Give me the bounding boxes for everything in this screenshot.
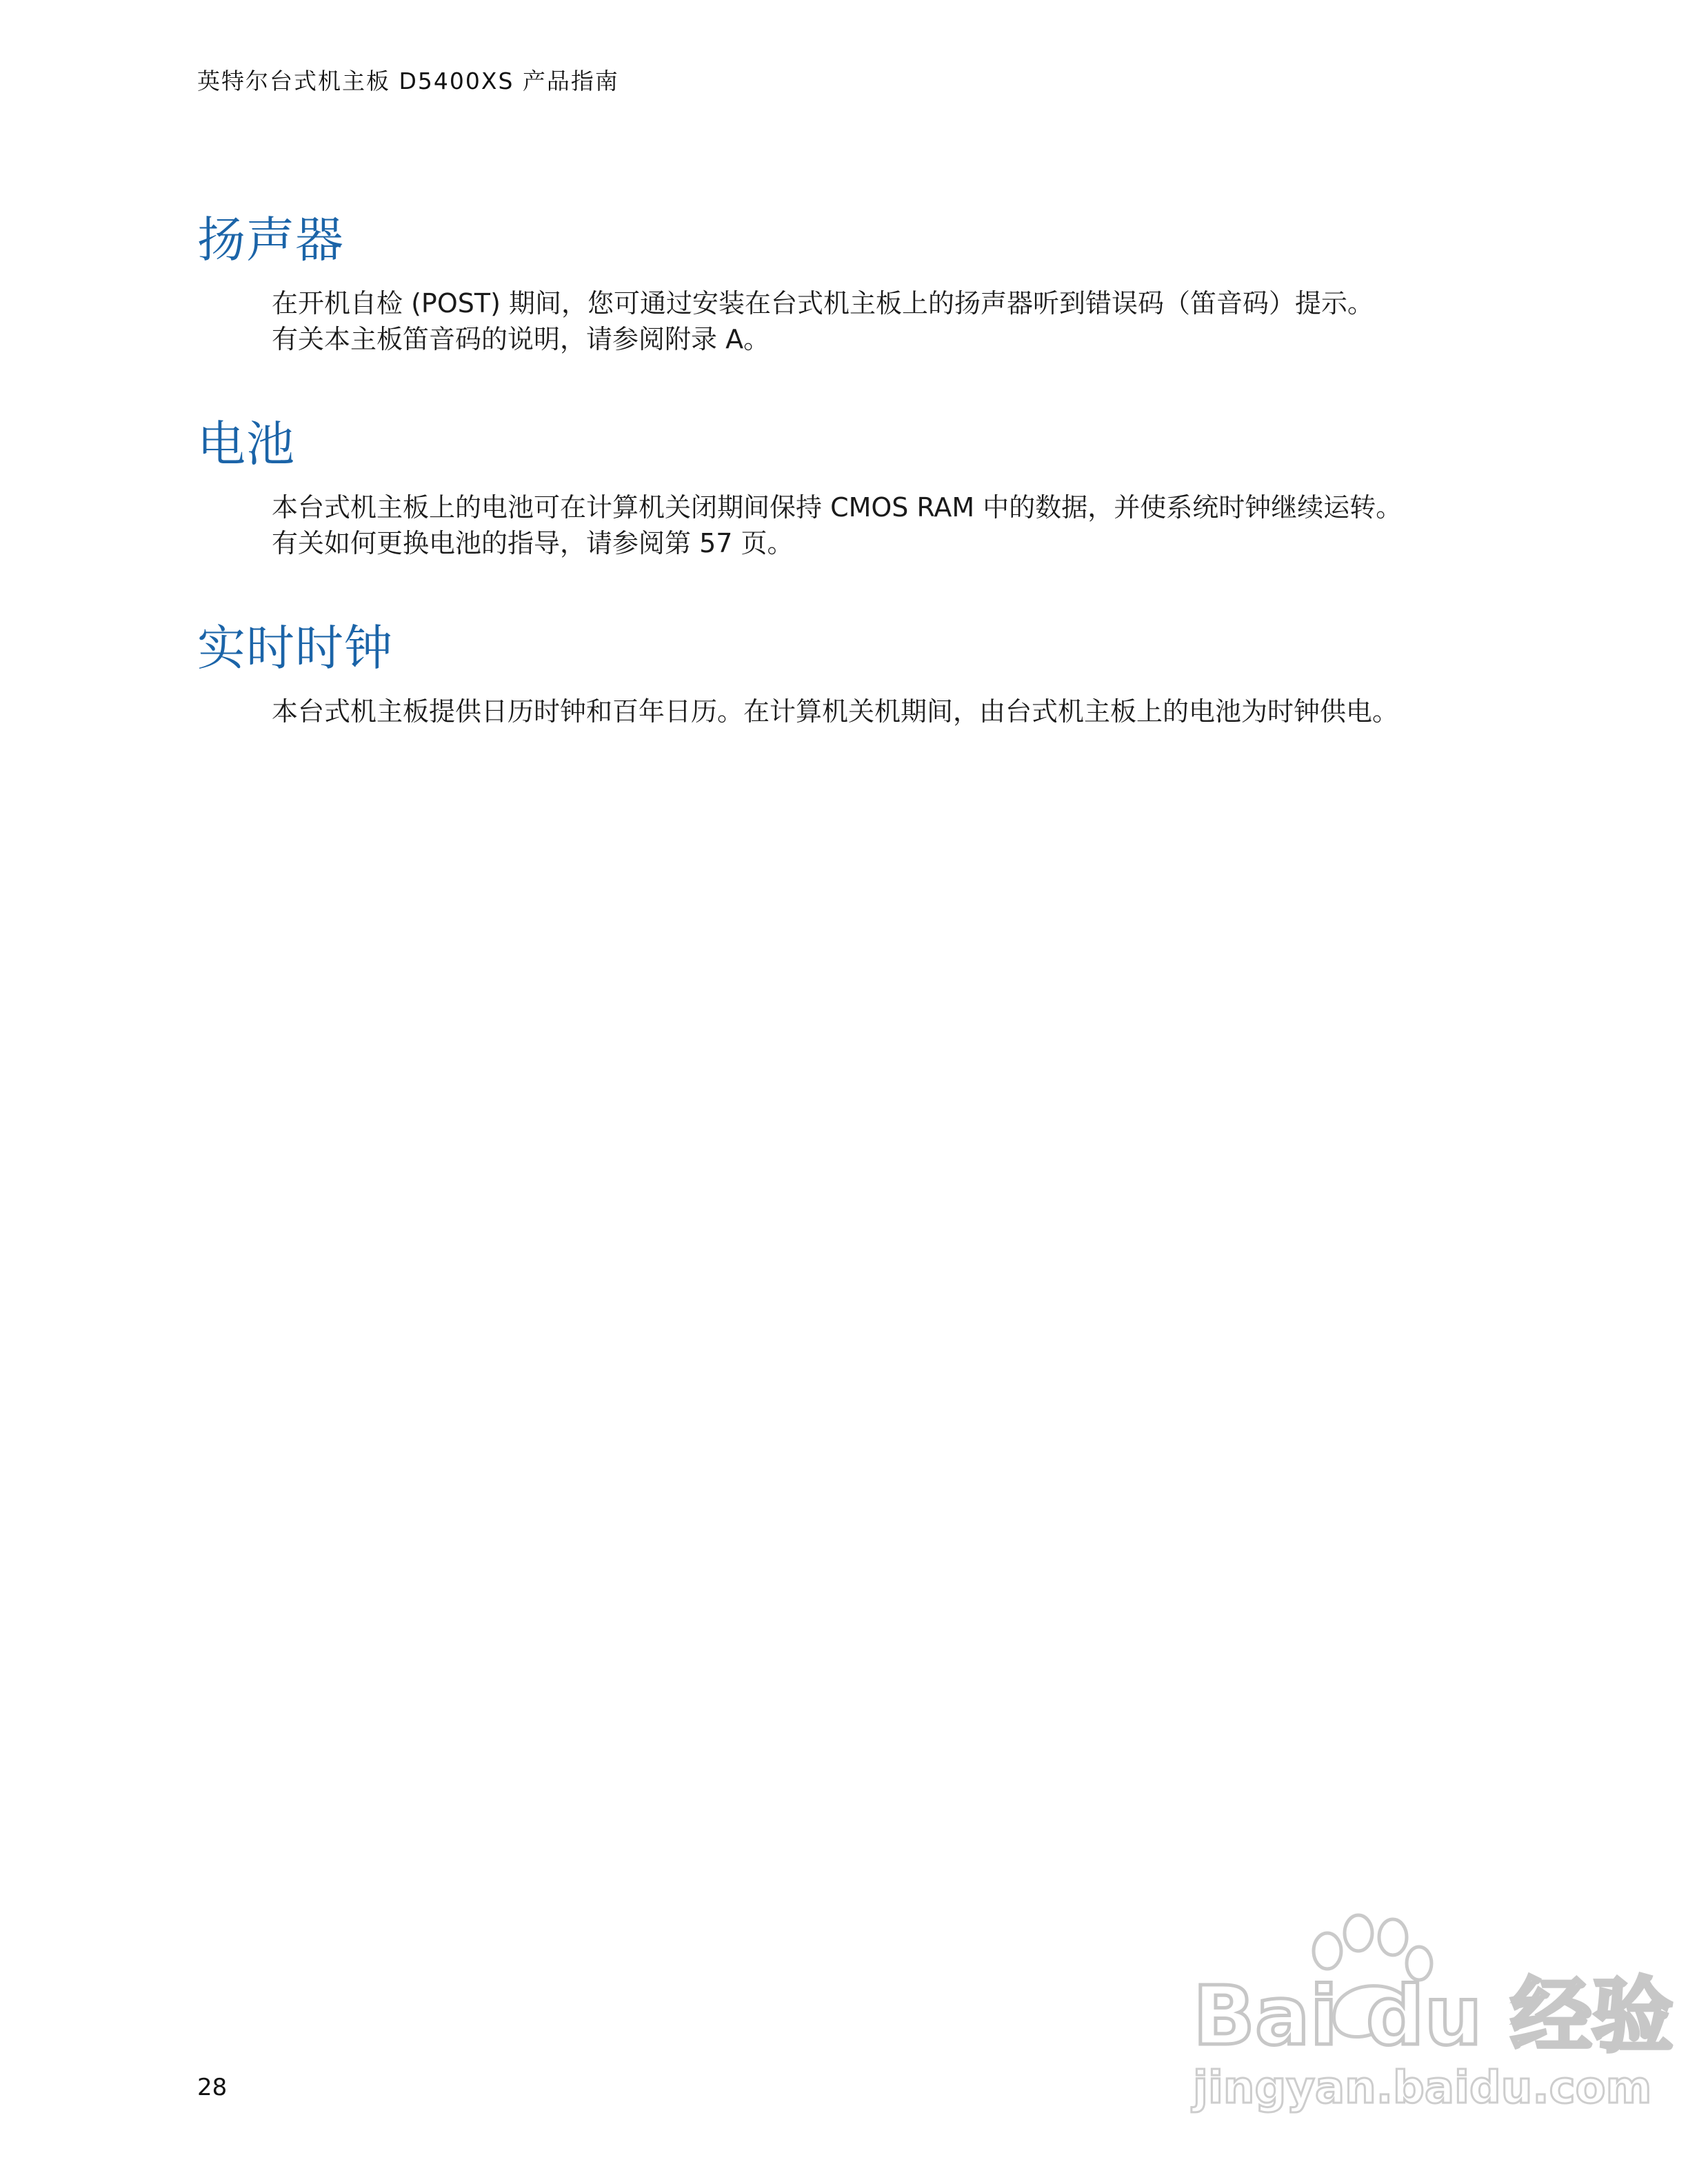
section-body-battery <box>272 489 1402 561</box>
baidu-jingyan-watermark <box>1186 1910 1674 2116</box>
paragraph-line: 有关如何更换电池的指导，请参阅第 57 页。 <box>272 528 794 558</box>
section-heading-realtime-clock: 实时时钟 <box>197 620 393 676</box>
section-body-speaker <box>272 285 1374 357</box>
page-number: 28 <box>197 2074 228 2101</box>
section-heading-speaker: 扬声器 <box>197 212 344 268</box>
watermark-url: jingyan.baidu.com <box>1193 2063 1652 2114</box>
paragraph-line: 有关本主板笛音码的说明，请参阅附录 A。 <box>272 324 770 354</box>
watermark-brand: Bai du 经验 <box>1193 1968 1674 2063</box>
paragraph-line: 本台式机主板提供日历时钟和百年日历。在计算机关机期间，由台式机主板上的电池为时钟供电。 <box>272 696 1399 727</box>
section-body-realtime-clock <box>272 694 1398 729</box>
paragraph-line: 在开机自检 (POST) 期间，您可通过安装在台式机主板上的扬声器听到错误码（笛音码）提示。 <box>272 288 1374 318</box>
paragraph-line: 本台式机主板上的电池可在计算机关闭期间保持 CMOS RAM 中的数据，并使系统时钟继续运转。 <box>272 492 1403 523</box>
section-heading-battery: 电池 <box>197 416 295 472</box>
running-header: 英特尔台式机主板 D5400XS 产品指南 <box>197 68 619 94</box>
